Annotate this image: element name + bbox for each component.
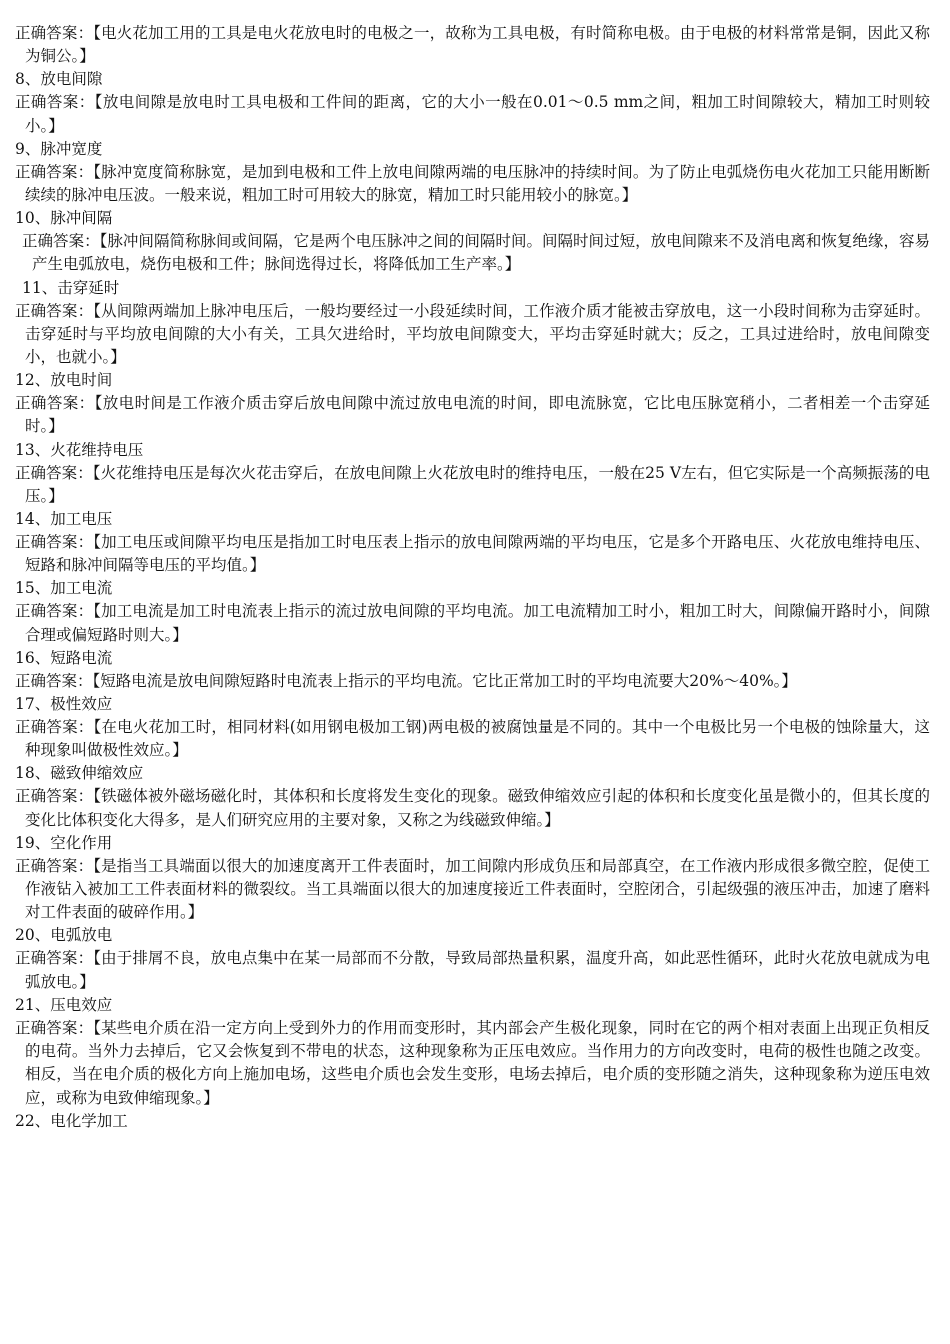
answer-label: 正确答案：【 [15, 718, 102, 737]
term-heading: 19、空化作用 [15, 833, 113, 852]
answer-text: 某些电介质在沿一定方向上受到外力的作用而变形时，其内部会产生极化现象，同时在它的两个相对表面上出现正负相反的电荷。当外力去掉后，它又会恢复到不带电的状态，这种现象称为正压电效应。当作用力的方向改变时，电荷的极性也随之改变。相反，当在电介质的极化方向上施加电场，这些电介质也会发生变形，电场去掉后，电介质的变形随之消失，这种现象称为逆压电效应，或称为电致伸缩现象。】 [25, 1018, 930, 1107]
answer-label: 正确答案：【 [15, 394, 103, 413]
answer-label: 正确答案：【 [15, 856, 102, 875]
term-heading: 18、磁致伸缩效应 [15, 764, 144, 783]
answer-block [15, 300, 930, 370]
answer-label: 正确答案：【 [15, 949, 102, 968]
answer-block [15, 855, 930, 925]
answer-label: 正确答案：【 [22, 232, 108, 251]
answer-text: 在电火花加工时，相同材料(如用钢电极加工钢)两电极的被腐蚀量是不同的。其中一个电极比另一个电极的蚀除量大，这种现象叫做极性效应。】 [25, 718, 930, 760]
term-heading: 13、火花维持电压 [15, 440, 144, 459]
term-heading: 9、脉冲宽度 [15, 139, 103, 158]
answer-block [15, 785, 930, 831]
answer-label: 正确答案：【 [15, 671, 101, 690]
answer-label: 正确答案：【 [15, 301, 102, 320]
term-heading: 20、电弧放电 [15, 926, 113, 945]
answer-block [15, 670, 930, 693]
answer-text: 铁磁体被外磁场磁化时，其体积和长度将发生变化的现象。磁致伸缩效应引起的体积和长度变化虽是微小的，但其长度的变化比体积变化大得多，是人们研究应用的主要对象，又称之为线磁致伸缩。】 [25, 787, 930, 829]
answer-block [15, 462, 930, 508]
answer-label: 正确答案：【 [15, 162, 102, 181]
term-heading: 12、放电时间 [15, 371, 113, 390]
answer-block [15, 716, 930, 762]
answer-label: 正确答案：【 [15, 787, 102, 806]
answer-text: 是指当工具端面以很大的加速度离开工件表面时，加工间隙内形成负压和局部真空，在工作液内形成很多微空腔，促使工作液钻入被加工工件表面材料的微裂纹。当工具端面以很大的加速度接近工件表面时，空腔闭合，引起级强的液压冲击，加速了磨料对工件表面的破碎作用。】 [25, 856, 930, 922]
answer-block [15, 230, 930, 276]
term-heading: 8、放电间隙 [15, 70, 103, 89]
term-heading: 14、加工电压 [15, 510, 113, 529]
answer-label: 正确答案：【 [15, 602, 102, 621]
answer-block [15, 22, 930, 68]
answer-block [15, 161, 930, 207]
answer-text: 由于排屑不良，放电点集中在某一局部而不分散，导致局部热量积累，温度升高，如此恶性循环，此时火花放电就成为电弧放电。】 [25, 949, 930, 991]
answer-label: 正确答案：【 [15, 463, 101, 482]
answer-label: 正确答案：【 [15, 1018, 102, 1037]
term-heading: 22、电化学加工 [15, 1111, 128, 1130]
answer-text: 放电间隙是放电时工具电极和工件间的距离，它的大小一般在0.01～0.5 mm之间，粗加工时间隙较大，精加工时则较小。】 [25, 93, 930, 135]
answer-text: 从间隙两端加上脉冲电压后，一般均要经过一小段延续时间，工作液介质才能被击穿放电，这一小段时间称为击穿延时。击穿延时与平均放电间隙的大小有关，工具欠进给时，平均放电间隙变大，平均击穿延时就大；反之，工具过进给时，放电间隙变小，也就小。】 [25, 301, 930, 367]
answer-block [15, 1017, 930, 1110]
term-heading: 15、加工电流 [15, 579, 113, 598]
answer-block [15, 531, 930, 577]
answer-label: 正确答案：【 [15, 93, 103, 112]
answer-text: 火花维持电压是每次火花击穿后，在放电间隙上火花放电时的维持电压，一般在25 V左右，但它实际是一个高频振荡的电压。】 [25, 463, 930, 505]
answer-text: 加工电流是加工时电流表上指示的流过放电间隙的平均电流。加工电流精加工时小，粗加工时大，间隙偏开路时小，间隙合理或偏短路时则大。】 [25, 602, 930, 644]
answer-block [15, 600, 930, 646]
answer-text: 短路电流是放电间隙短路时电流表上指示的平均电流。它比正常加工时的平均电流要大20%～40%。】 [100, 671, 797, 690]
answer-block [15, 392, 930, 438]
answer-text: 加工电压或间隙平均电压是指加工时电压表上指示的放电间隙两端的平均电压，它是多个开路电压、火花放电维持电压、短路和脉冲间隔等电压的平均值。】 [25, 533, 930, 575]
term-heading: 10、脉冲间隔 [15, 209, 113, 228]
answer-text: 脉冲间隔简称脉间或间隔，它是两个电压脉冲之间的间隔时间。间隔时间过短，放电间隙来不及消电离和恢复绝缘，容易产生电弧放电，烧伤电极和工件；脉间选得过长，将降低加工生产率。】 [32, 232, 930, 274]
answer-text: 脉冲宽度简称脉宽，是加到电极和工件上放电间隙两端的电压脉冲的持续时间。为了防止电弧烧伤电火花加工只能用断断续续的脉冲电压波。一般来说，粗加工时可用较大的脉宽，精加工时只能用较小的脉宽。】 [25, 162, 930, 205]
answer-text: 放电时间是工作液介质击穿后放电间隙中流过放电电流的时间，即电流脉宽，它比电压脉宽稍小，二者相差一个击穿延时。】 [25, 394, 930, 436]
term-heading: 11、击穿延时 [22, 278, 120, 297]
term-heading: 17、极性效应 [15, 695, 113, 714]
answer-label: 正确答案：【 [15, 24, 102, 42]
answer-label: 正确答案：【 [15, 533, 102, 552]
term-heading: 21、压电效应 [15, 995, 113, 1014]
answer-block [15, 947, 930, 993]
term-heading: 16、短路电流 [15, 648, 113, 667]
answer-text: 电火花加工用的工具是电火花放电时的电极之一，故称为工具电极，有时简称电极。由于电极的材料常常是铜，因此又称为铜公。】 [25, 24, 930, 66]
answer-block [15, 91, 930, 137]
